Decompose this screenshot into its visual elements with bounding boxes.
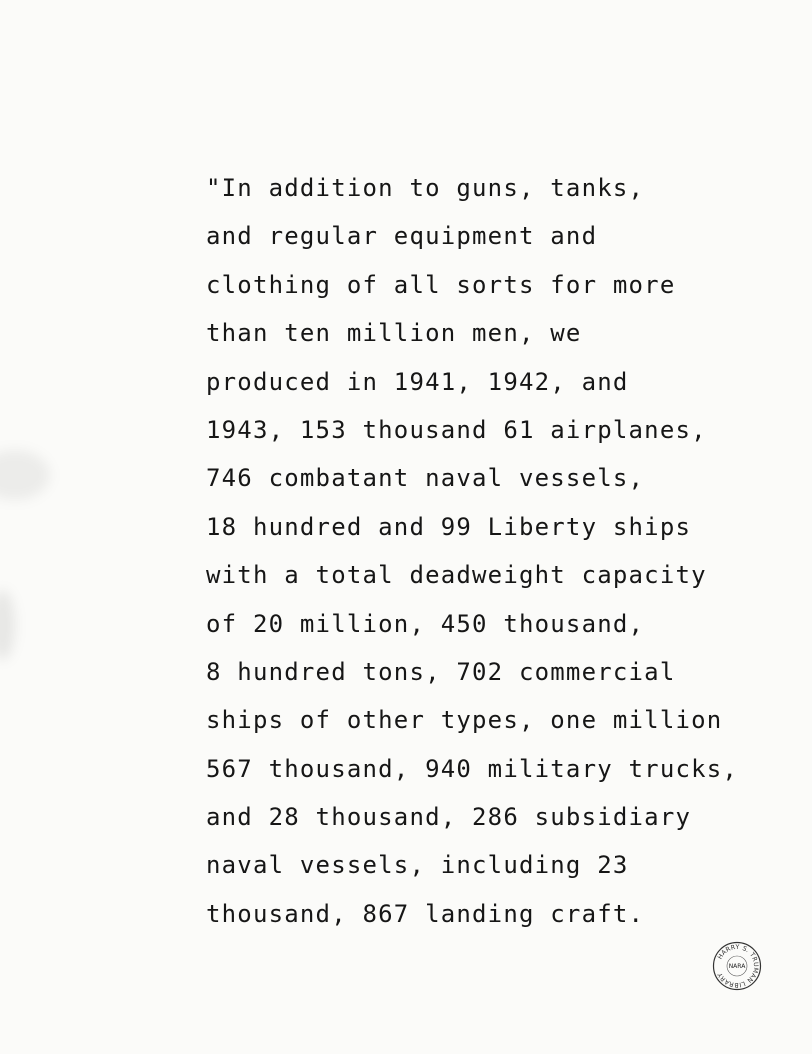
text-line: thousand, 867 landing craft.	[206, 899, 645, 928]
paper-edge-mark	[0, 590, 15, 660]
text-line: 567 thousand, 940 military trucks,	[206, 754, 739, 783]
text-line: ships of other types, one million	[206, 706, 723, 735]
stamp-outer-text: HARRY S. TRUMAN LIBRARY	[716, 943, 760, 989]
text-line: clothing of all sorts for more	[206, 270, 676, 299]
text-line: produced in 1941, 1942, and	[206, 367, 629, 396]
text-line: with a total deadweight capacity	[206, 561, 707, 590]
text-line: 8 hundred tons, 702 commercial	[206, 657, 676, 686]
text-line: 18 hundred and 99 Liberty ships	[206, 512, 692, 541]
text-line: "In addition to guns, tanks,	[206, 174, 645, 202]
stamp-center-text: NARA	[728, 963, 746, 971]
text-line: and regular equipment and	[206, 222, 598, 251]
paper-smudge	[0, 450, 50, 500]
typed-text-block	[206, 171, 786, 945]
text-line: than ten million men, we	[206, 319, 582, 348]
text-line: 1943, 153 thousand 61 airplanes,	[206, 415, 707, 444]
text-line: of 20 million, 450 thousand,	[206, 609, 645, 638]
text-line: naval vessels, including 23	[206, 851, 629, 880]
text-line: 746 combatant naval vessels,	[206, 464, 645, 493]
stamp-seal-icon	[712, 941, 762, 991]
text-line: and 28 thousand, 286 subsidiary	[206, 803, 692, 832]
library-stamp	[712, 941, 762, 991]
